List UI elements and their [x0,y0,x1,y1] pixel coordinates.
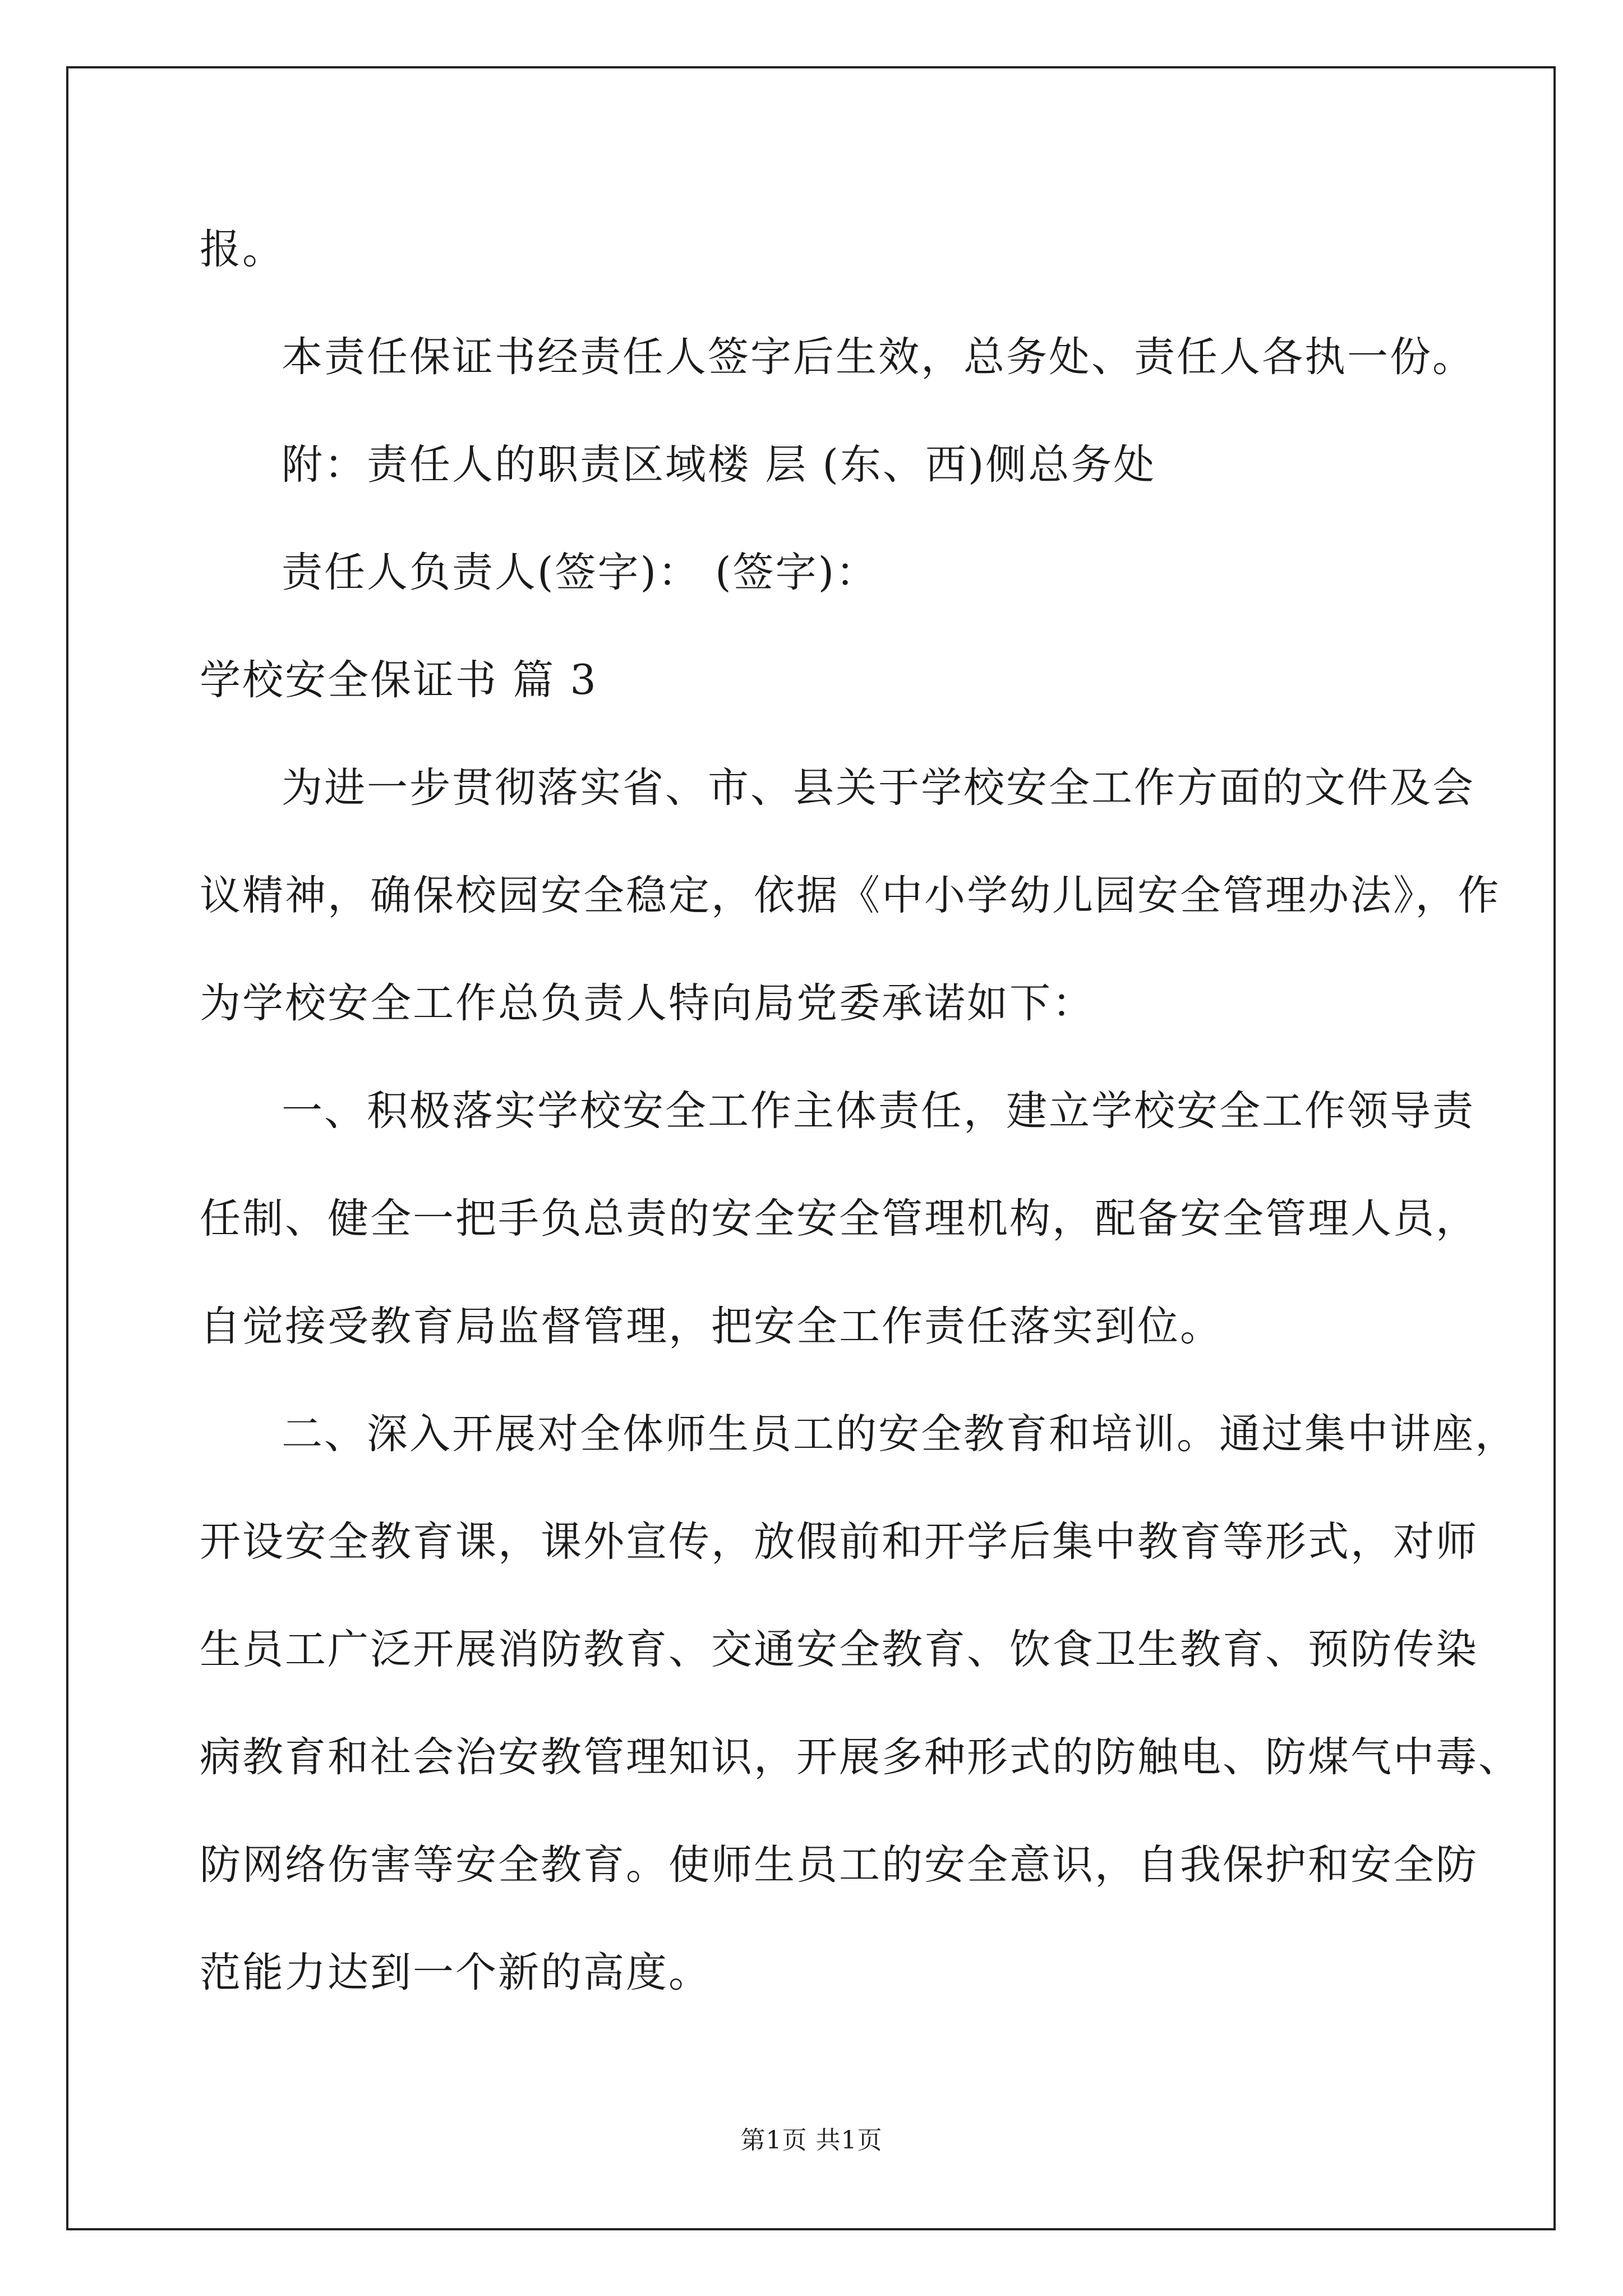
text-line: 防网络伤害等安全教育。使师生员工的安全意识，自我保护和安全防 [200,1841,1478,1889]
text-line: 二、深入开展对全体师生员工的安全教育和培训。通过集中讲座， [282,1410,1518,1458]
page-number-footer: 第1页 共1页 [740,2126,883,2155]
text-line: 自觉接受教育局监督管理，把安全工作责任落实到位。 [200,1303,1223,1350]
text-line: 责任人负责人(签字)： (签字)： [282,549,879,596]
text-line: 病教育和社会治安教管理知识，开展多种形式的防触电、防煤气中毒、 [200,1733,1521,1781]
text-line: 开设安全教育课，课外宣传，放假前和开学后集中教育等形式，对师 [200,1518,1478,1566]
text-line: 附：责任人的职责区域楼 层 (东、西)侧总务处 [282,441,1156,489]
text-line: 范能力达到一个新的高度。 [200,1949,711,1996]
section-heading: 学校安全保证书 篇 3 [200,656,598,704]
text-line: 报。 [200,226,285,273]
text-line: 议精神，确保校园安全稳定，依据《中小学幼儿园安全管理办法》，作 [200,872,1501,919]
text-line: 一、积极落实学校安全工作主体责任，建立学校安全工作领导责 [282,1087,1475,1135]
text-line: 为进一步贯彻落实省、市、县关于学校安全工作方面的文件及会 [282,764,1475,812]
text-line: 为学校安全工作总负责人特向局党委承诺如下： [200,979,1095,1027]
text-line: 任制、健全一把手负总责的安全安全管理机构，配备安全管理人员， [200,1195,1478,1243]
page-border [66,66,1556,2230]
text-line: 生员工广泛开展消防教育、交通安全教育、饮食卫生教育、预防传染 [200,1626,1478,1673]
text-line: 本责任保证书经责任人签字后生效，总务处、责任人各执一份。 [282,333,1475,381]
